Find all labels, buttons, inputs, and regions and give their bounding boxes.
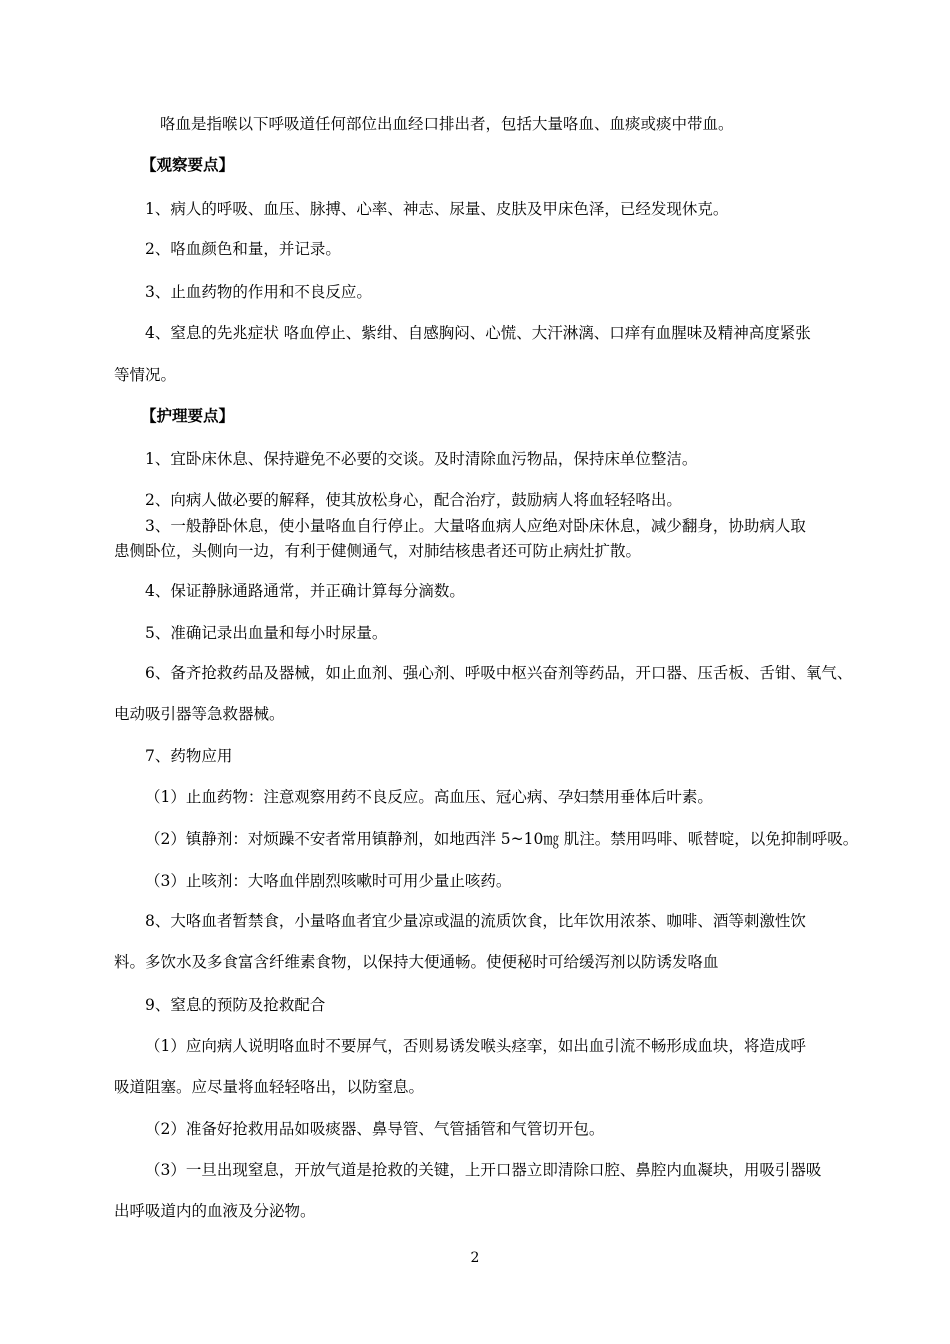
observation-item-1: 1、病人的呼吸、血压、脉搏、心率、神志、尿量、皮肤及甲床色泽，已经发现休克。 [145,200,729,218]
observation-item-4-cont: 等情况。 [114,366,177,384]
section-heading-nursing: 【护理要点】 [141,406,235,425]
asphyxia-step-3-cont: 出呼吸道内的血液及分泌物。 [114,1202,316,1220]
observation-item-2: 2、咯血颜色和量，并记录。 [145,240,341,258]
nursing-item-7: 7、药物应用 [145,747,233,765]
nursing-item-3: 3、一般静卧休息，使小量咯血自行停止。大量咯血病人应绝对卧床休息，减少翻身，协助病人取 [145,517,806,535]
nursing-item-3-cont: 患侧卧位，头侧向一边，有利于健侧通气，对肺结核患者还可防止病灶扩散。 [114,542,642,560]
nursing-item-1: 1、宜卧床休息、保持避免不必要的交谈。及时清除血污物品，保持床单位整洁。 [145,450,698,468]
nursing-item-5: 5、准确记录出血量和每小时尿量。 [145,624,388,642]
medication-sedative: （2）镇静剂：对烦躁不安者常用镇静剂，如地西泮 5~10㎎ 肌注。禁用吗啡、哌替啶，以免抑制呼吸。 [145,830,859,848]
nursing-item-9: 9、窒息的预防及抢救配合 [145,996,326,1014]
medication-antitussive: （3）止咳剂：大咯血伴剧烈咳嗽时可用少量止咳药。 [145,872,512,890]
intro-paragraph: 咯血是指喉以下呼吸道任何部位出血经口排出者，包括大量咯血、血痰或痰中带血。 [160,115,734,133]
section-heading-observation: 【观察要点】 [141,155,235,174]
asphyxia-step-1-cont: 吸道阻塞。应尽量将血轻轻咯出，以防窒息。 [114,1078,425,1096]
nursing-item-8-cont: 料。多饮水及多食富含纤维素食物，以保持大便通畅。使便秘时可给缓泻剂以防诱发咯血 [114,953,719,971]
nursing-item-2: 2、向病人做必要的解释，使其放松身心，配合治疗，鼓励病人将血轻轻咯出。 [145,491,682,509]
observation-item-4: 4、窒息的先兆症状 咯血停止、紫绀、自感胸闷、心慌、大汗淋漓、口痒有血腥味及精神高度紧张 [145,324,811,342]
asphyxia-step-1: （1）应向病人说明咯血时不要屏气，否则易诱发喉头痉挛，如出血引流不畅形成血块，将造成呼 [145,1037,806,1055]
nursing-item-8: 8、大咯血者暂禁食，小量咯血者宜少量凉或温的流质饮食，比年饮用浓茶、咖啡、酒等刺激性饮 [145,912,806,930]
observation-item-3: 3、止血药物的作用和不良反应。 [145,283,372,301]
page-number: 2 [470,1250,480,1266]
asphyxia-step-2: （2）准备好抢救用品如吸痰器、鼻导管、气管插管和气管切开包。 [145,1120,605,1138]
nursing-item-6-cont: 电动吸引器等急救器械。 [114,705,285,723]
asphyxia-step-3: （3）一旦出现窒息，开放气道是抢救的关键，上开口器立即清除口腔、鼻腔内血凝块，用吸引器吸 [145,1161,822,1179]
medication-hemostatic: （1）止血药物：注意观察用药不良反应。高血压、冠心病、孕妇禁用垂体后叶素。 [145,788,713,806]
nursing-item-4: 4、保证静脉通路通常，并正确计算每分滴数。 [145,582,465,600]
nursing-item-6: 6、备齐抢救药品及器械，如止血剂、强心剂、呼吸中枢兴奋剂等药品，开口器、压舌板、舌钳、氧气、 [145,664,853,682]
